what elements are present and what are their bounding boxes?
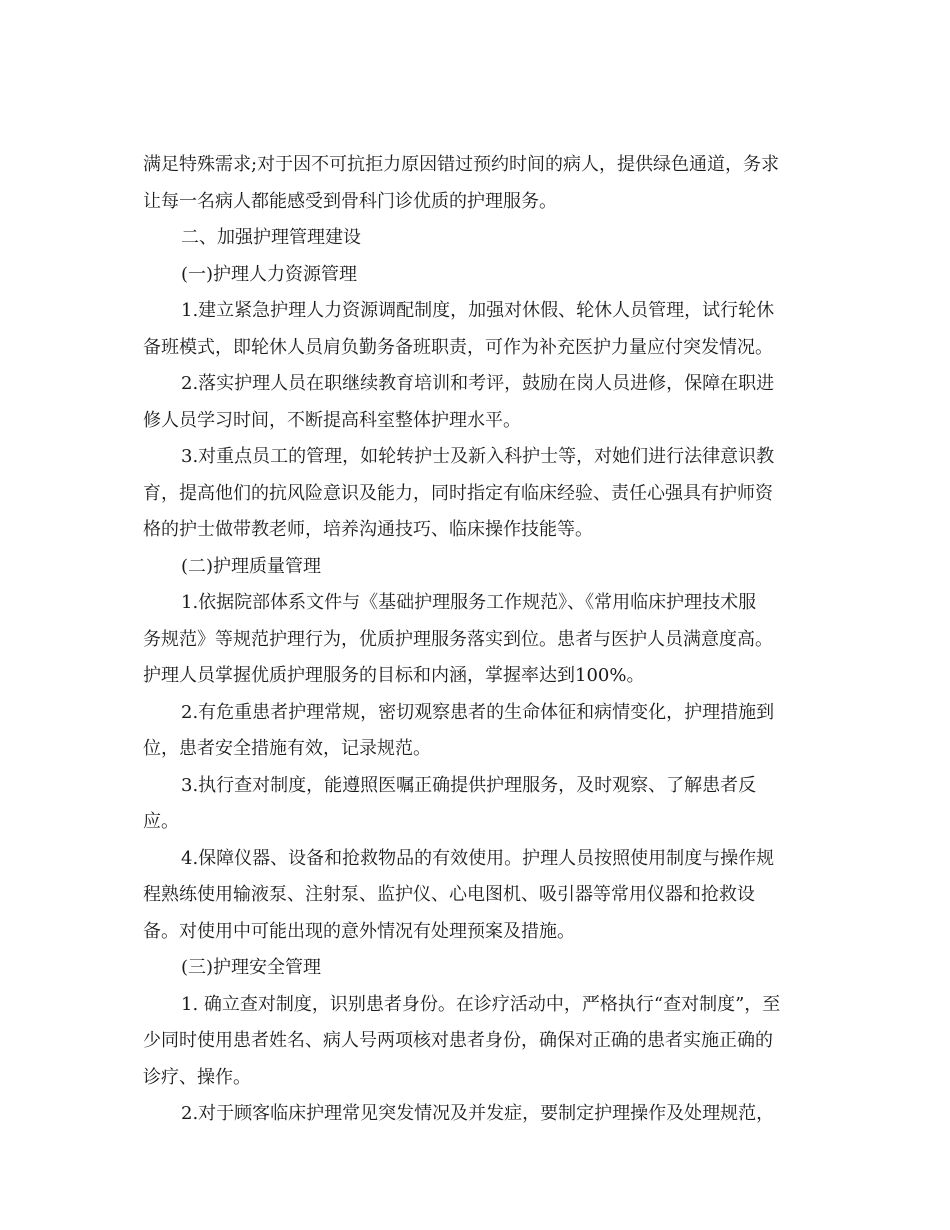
body-text-line: 护理人员掌握优质护理服务的目标和内涵，掌握率达到100%。 <box>143 665 645 686</box>
body-text-line: 应。 <box>143 811 179 832</box>
body-text-line: 格的护士做带教老师，培养沟通技巧、临床操作技能等。 <box>143 519 593 540</box>
body-text-line: 修人员学习时间，不断提高科室整体护理水平。 <box>143 409 521 431</box>
body-text-line: 2.落实护理人员在职继续教育培训和考评，鼓励在岗人员进修，保障在职进 <box>181 373 775 394</box>
body-text-line: 备班模式，即轮休人员肩负勤务备班职责，可作为补充医护力量应付突发情况。 <box>143 336 773 358</box>
document-body <box>143 147 813 1133</box>
subsection-heading: (三)护理安全管理 <box>181 957 322 978</box>
body-text-line: 1. 确立查对制度，识别患者身份。在诊疗活动中，严格执行“查对制度”，至 <box>181 993 781 1015</box>
body-text-line: 程熟练使用输液泵、注射泵、监护仪、心电图机、吸引器等常用仪器和抢救设 <box>143 884 755 905</box>
body-text-line: 3.执行查对制度，能遵照医嘱正确提供护理服务，及时观察、了解患者反 <box>181 774 757 796</box>
subsection-heading: (二)护理质量管理 <box>181 555 322 577</box>
body-text-line: 3.对重点员工的管理，如轮转护士及新入科护士等，对她们进行法律意识教 <box>181 446 775 467</box>
body-text-line: 4.保障仪器、设备和抢救物品的有效使用。护理人员按照使用制度与操作规 <box>181 847 775 869</box>
body-text-line: 备。对使用中可能出现的意外情况有处理预案及措施。 <box>143 920 575 942</box>
body-text-line: 满足特殊需求;对于因不可抗拒力原因错过预约时间的病人，提供绿色通道，务求 <box>143 154 780 175</box>
body-text-line: 1.建立紧急护理人力资源调配制度，加强对休假、轮休人员管理，试行轮休 <box>181 300 775 321</box>
body-text-line: 位，患者安全措施有效，记录规范。 <box>143 738 431 759</box>
body-text-line: 务规范》等规范护理行为，优质护理服务落实到位。患者与医护人员满意度高。 <box>143 628 773 650</box>
body-text-line: 少同时使用患者姓名、病人号两项核对患者身份，确保对正确的患者实施正确的 <box>143 1030 773 1051</box>
body-text-line: 让每一名病人都能感受到骨科门诊优质的护理服务。 <box>143 190 557 212</box>
body-text-line: 1.依据院部体系文件与《基础护理服务工作规范》、《常用临床护理技术服 <box>181 592 757 613</box>
subsection-heading: (一)护理人力资源管理 <box>181 263 358 285</box>
section-heading: 二、加强护理管理建设 <box>181 227 361 248</box>
body-text-line: 2.对于顾客临床护理常见突发情况及并发症，要制定护理操作及处理规范， <box>181 1103 775 1124</box>
body-text-line: 育，提高他们的抗风险意识及能力，同时指定有临床经验、责任心强具有护师资 <box>143 482 773 504</box>
body-text-line: 2.有危重患者护理常规，密切观察患者的生命体征和病情变化，护理措施到 <box>181 701 775 723</box>
body-text-line: 诊疗、操作。 <box>143 1066 251 1088</box>
